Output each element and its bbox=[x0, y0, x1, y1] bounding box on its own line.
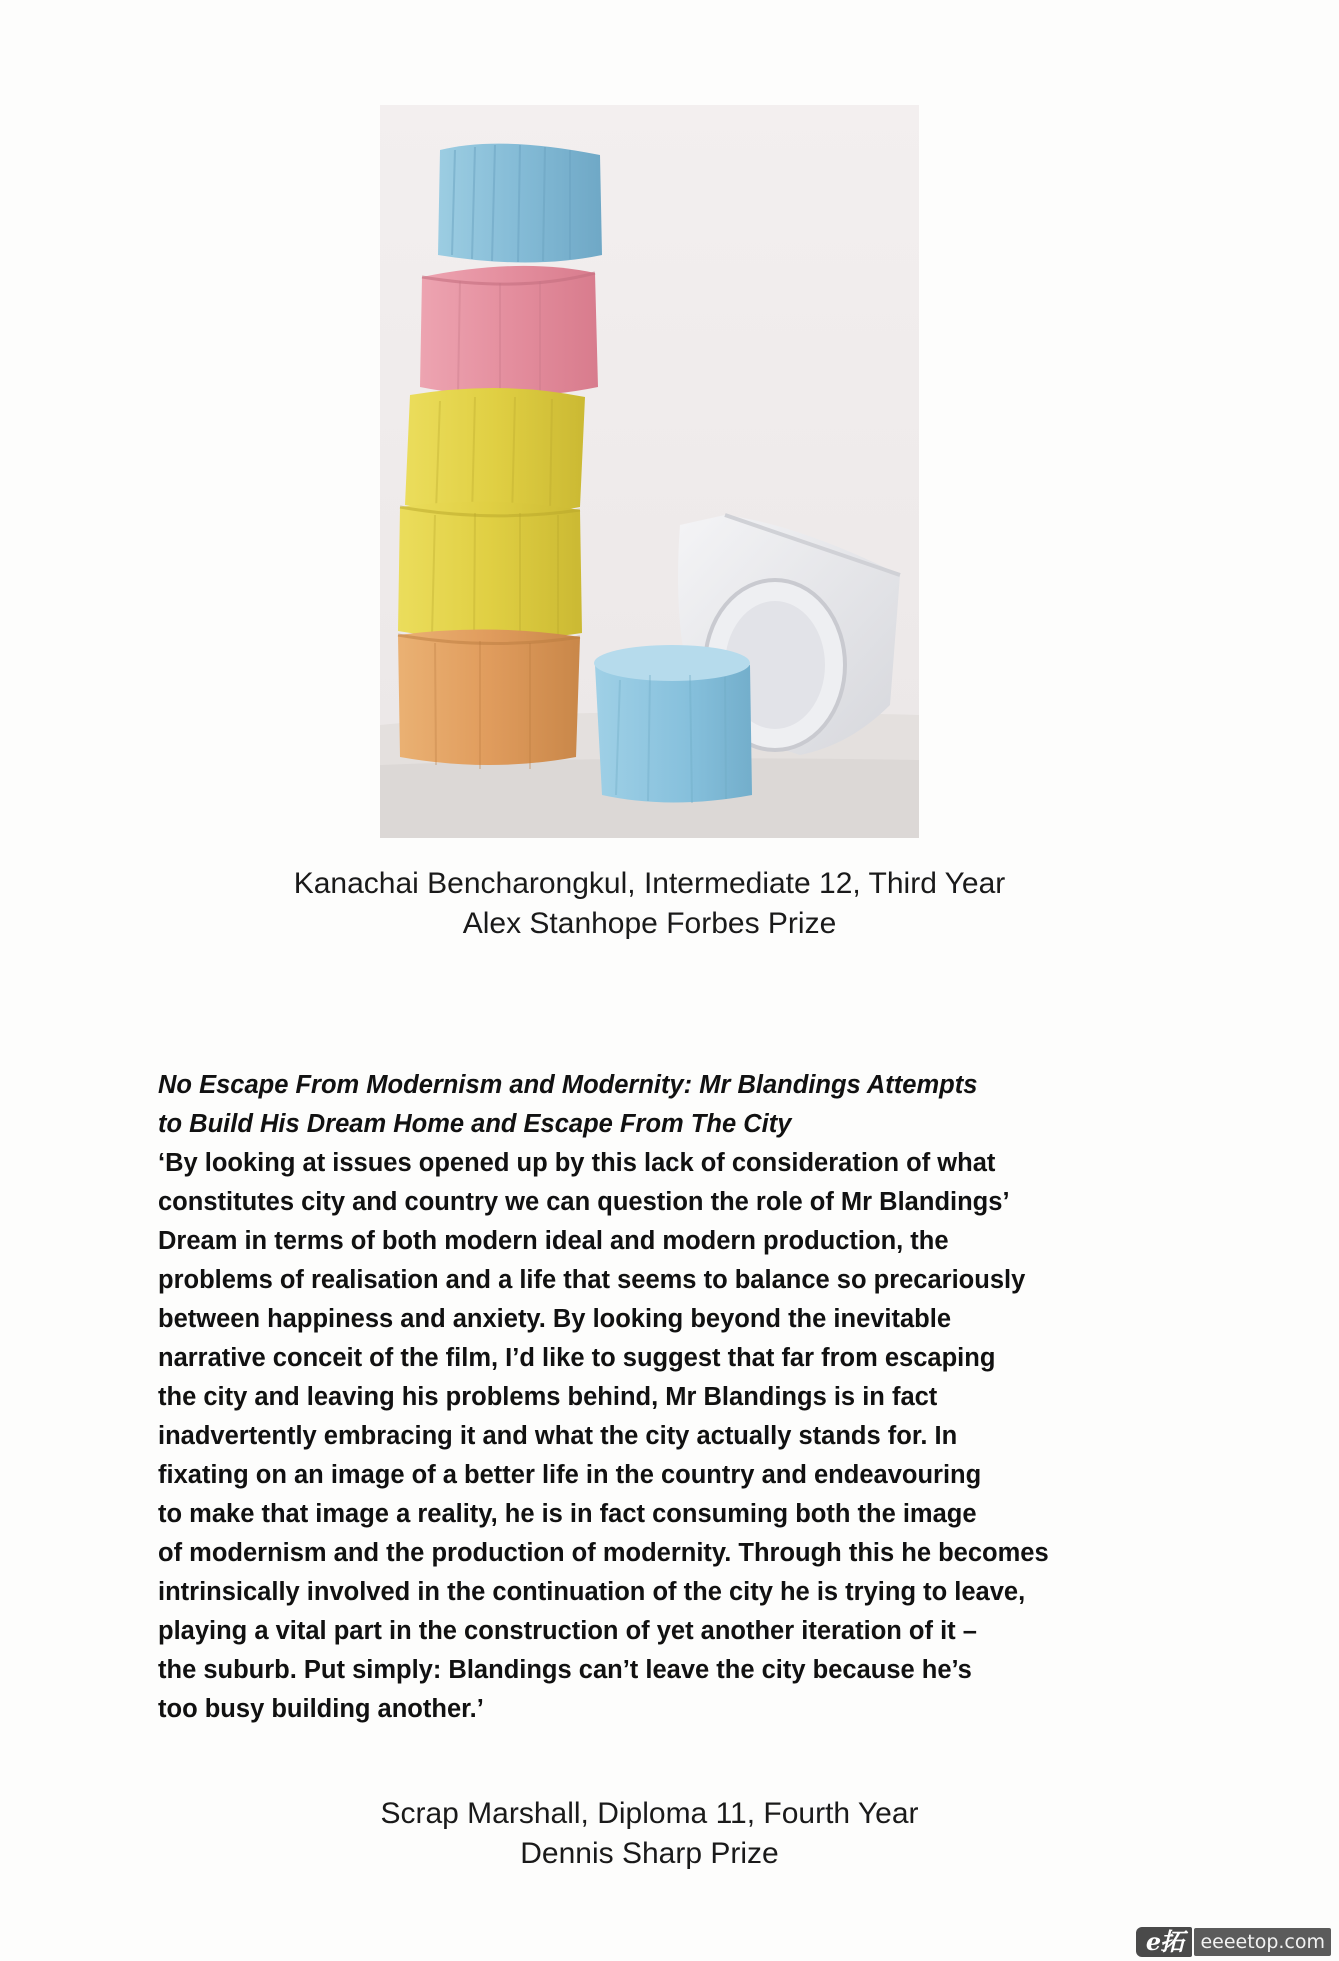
essay-body-line: narrative conceit of the film, I’d like to suggest that far from escaping bbox=[158, 1344, 996, 1372]
essay-text bbox=[158, 1066, 1158, 1729]
essay-body-line: ‘By looking at issues opened up by this lack of consideration of what bbox=[158, 1149, 996, 1177]
tower-segment-blue bbox=[438, 144, 602, 263]
sculpture-illustration bbox=[380, 105, 919, 838]
figure1-caption-author: Kanachai Bencharongkul, Intermediate 12, Third Year bbox=[293, 867, 1006, 900]
watermark-site: eeeetop.com bbox=[1194, 1928, 1331, 1956]
essay-body-line: playing a vital part in the construction of yet another iteration of it – bbox=[158, 1617, 977, 1645]
essay-body-line: too busy building another.’ bbox=[158, 1695, 484, 1723]
essay-body-line: inadvertently embracing it and what the city actually stands for. In bbox=[158, 1422, 958, 1450]
tower-segment-yellow-upper bbox=[405, 388, 585, 517]
essay-body-line: problems of realisation and a life that seems to balance so precariously bbox=[158, 1266, 1026, 1294]
essay-body-line: intrinsically involved in the continuation of the city he is trying to leave, bbox=[158, 1578, 1026, 1606]
sculpture-photo bbox=[380, 105, 919, 838]
blue-small-block bbox=[594, 645, 752, 803]
essay-body-line: constitutes city and country we can question the role of Mr Blandings’ bbox=[158, 1188, 1010, 1216]
figure2-caption-prize: Dennis Sharp Prize bbox=[520, 1837, 779, 1870]
essay-body-line: the city and leaving his problems behind, Mr Blandings is in fact bbox=[158, 1383, 938, 1411]
essay-body-line: to make that image a reality, he is in fact consuming both the image bbox=[158, 1500, 977, 1528]
watermark bbox=[1136, 1927, 1331, 1957]
essay-body-line: Dream in terms of both modern ideal and modern production, the bbox=[158, 1227, 949, 1255]
figure1-caption-prize: Alex Stanhope Forbes Prize bbox=[462, 907, 837, 940]
essay-title-line: No Escape From Modernism and Modernity: Mr Blandings Attempts bbox=[158, 1071, 978, 1099]
tower-segment-pink bbox=[420, 266, 598, 397]
figure2-caption bbox=[0, 1794, 1299, 1874]
essay-body-line: fixating on an image of a better life in the country and endeavouring bbox=[158, 1461, 982, 1489]
essay-body-line: the suburb. Put simply: Blandings can’t leave the city because he’s bbox=[158, 1656, 972, 1684]
essay-body-line: between happiness and anxiety. By looking beyond the inevitable bbox=[158, 1305, 952, 1333]
essay-body-line: of modernism and the production of modernity. Through this he becomes bbox=[158, 1539, 1049, 1567]
watermark-logo: e拓 bbox=[1136, 1927, 1192, 1957]
tower-segment-orange bbox=[398, 629, 580, 769]
essay-title-line: to Build His Dream Home and Escape From The City bbox=[158, 1110, 792, 1138]
figure2-caption-author: Scrap Marshall, Diploma 11, Fourth Year bbox=[380, 1797, 919, 1830]
figure1-caption bbox=[0, 864, 1299, 944]
tower-segment-yellow-lower bbox=[398, 502, 582, 641]
